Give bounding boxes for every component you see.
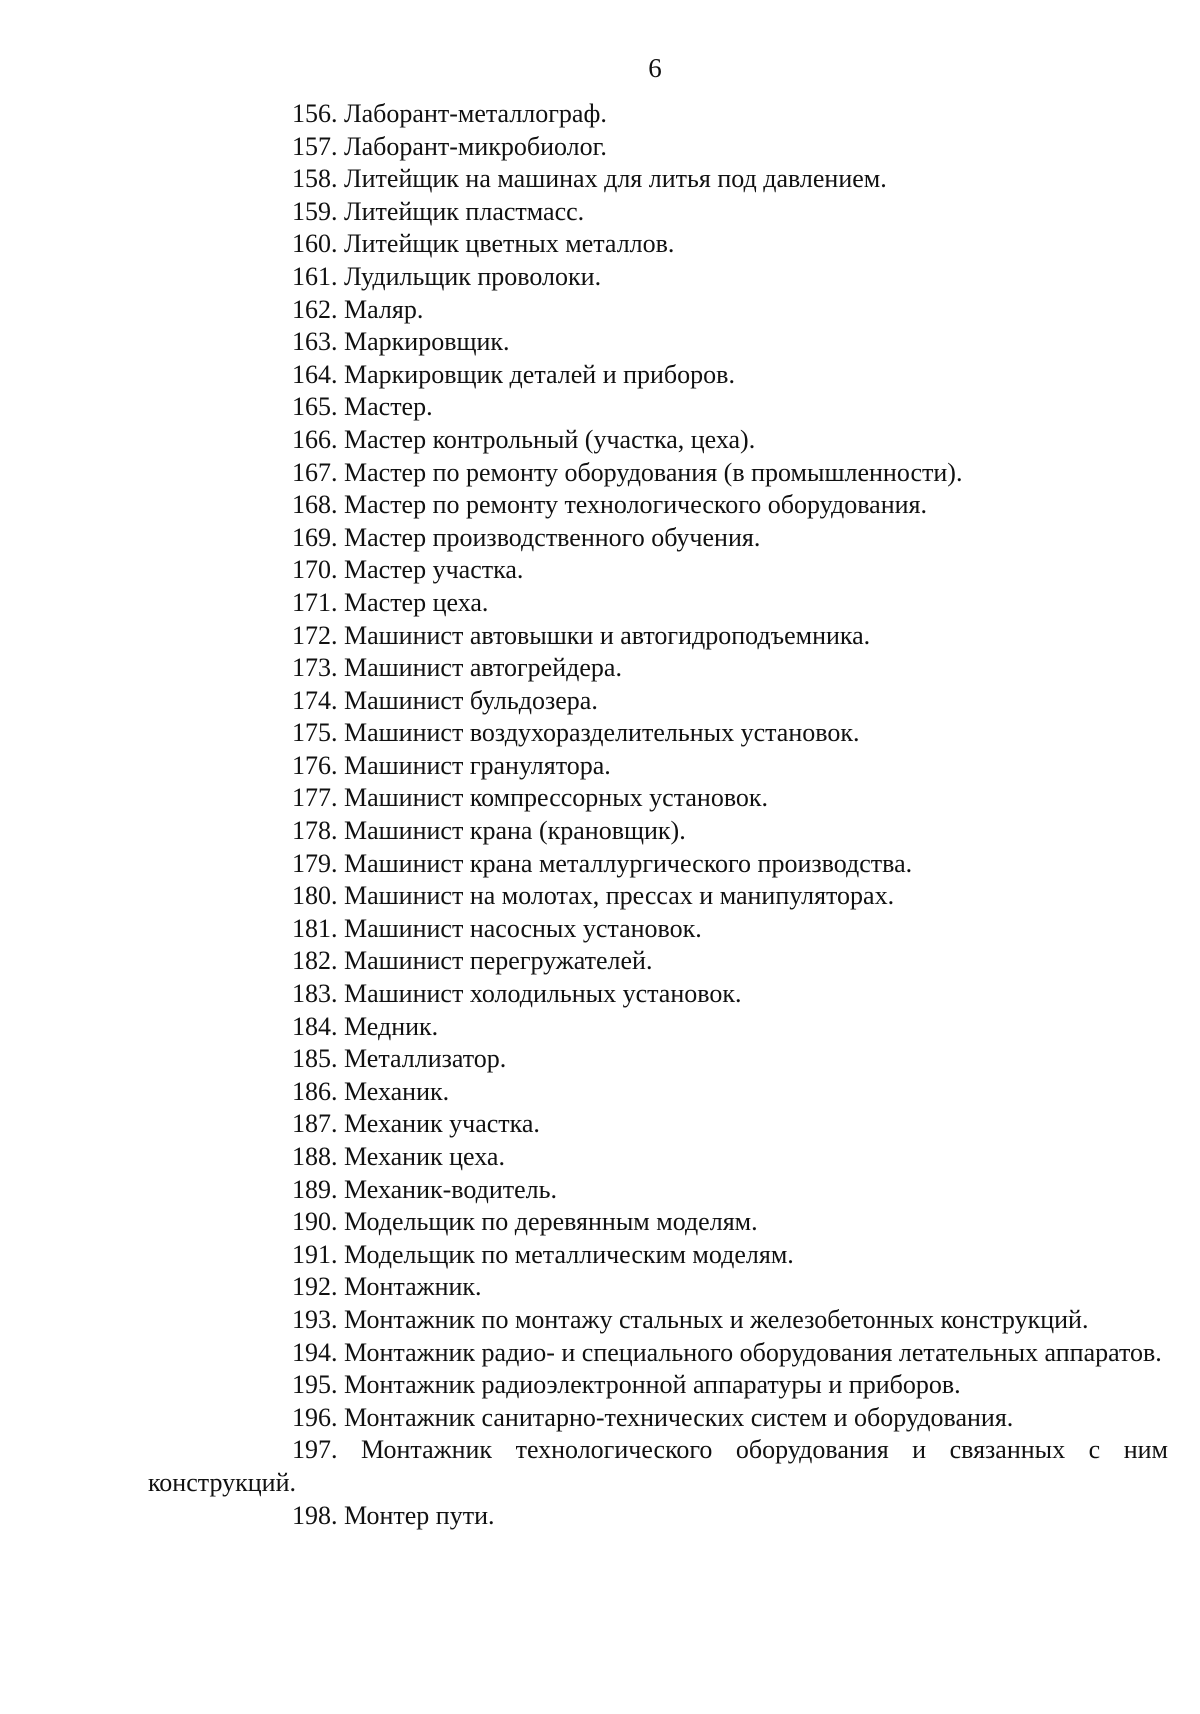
item-number: 156. bbox=[292, 99, 338, 128]
item-number: 176. bbox=[292, 750, 338, 780]
list-item bbox=[148, 587, 1168, 620]
list-item bbox=[148, 1239, 1168, 1272]
item-text: Машинист бульдозера. bbox=[344, 685, 598, 715]
list-item bbox=[148, 1108, 1168, 1141]
item-text: Лаборант-микробиолог. bbox=[344, 131, 607, 161]
list-item bbox=[148, 880, 1168, 913]
item-text: Модельщик по деревянным моделям. bbox=[344, 1207, 758, 1237]
item-number: 196. bbox=[292, 1402, 338, 1432]
item-number: 194. bbox=[292, 1337, 338, 1367]
list-item bbox=[148, 978, 1168, 1011]
list-item bbox=[148, 196, 1168, 229]
item-text: Мастер. bbox=[344, 392, 433, 422]
item-number: 184. bbox=[292, 1011, 338, 1041]
item-text: Металлизатор. bbox=[344, 1044, 507, 1074]
list-item bbox=[148, 945, 1168, 978]
item-number: 191. bbox=[292, 1239, 338, 1269]
item-number: 189. bbox=[292, 1174, 338, 1204]
list-item bbox=[148, 391, 1168, 424]
list-item bbox=[148, 294, 1168, 327]
list-item bbox=[148, 554, 1168, 587]
item-number: 193. bbox=[292, 1304, 338, 1334]
item-text: Машинист крана металлургического производства. bbox=[344, 848, 913, 878]
list-item bbox=[148, 848, 1168, 881]
list-item bbox=[148, 815, 1168, 848]
item-text: Литейщик на машинах для литья под давлением. bbox=[344, 164, 887, 194]
item-number: 161. bbox=[292, 261, 338, 291]
item-number: 190. bbox=[292, 1207, 338, 1237]
item-number: 197. bbox=[292, 1435, 338, 1465]
profession-list bbox=[148, 98, 1168, 1532]
item-text: Машинист крана (крановщик). bbox=[344, 816, 686, 846]
item-number: 171. bbox=[292, 587, 338, 617]
list-item bbox=[148, 685, 1168, 718]
item-text: Маркировщик. bbox=[344, 327, 510, 357]
item-number: 158. bbox=[292, 164, 338, 194]
item-number: 175. bbox=[292, 718, 338, 748]
item-text: Литейщик пластмасс. bbox=[344, 196, 585, 226]
item-number: 182. bbox=[292, 946, 338, 976]
item-text: Монтажник радиоэлектронной аппаратуры и приборов. bbox=[344, 1370, 961, 1400]
item-text: Лаборант-металлограф. bbox=[344, 99, 607, 128]
list-item bbox=[148, 1434, 1168, 1499]
item-text: Монтажник по монтажу стальных и железобетонных конструкций. bbox=[344, 1304, 1089, 1334]
item-number: 159. bbox=[292, 196, 338, 226]
item-text: Машинист гранулятора. bbox=[344, 750, 611, 780]
list-item bbox=[148, 1500, 1168, 1533]
item-number: 166. bbox=[292, 424, 338, 454]
item-text: Литейщик цветных металлов. bbox=[344, 229, 675, 259]
list-item bbox=[148, 782, 1168, 815]
item-text: Машинист на молотах, прессах и манипуляторах. bbox=[344, 881, 895, 911]
item-text: Механик. bbox=[344, 1076, 450, 1106]
item-text: Монтажник технологического оборудования и связанных с ним конструкций. bbox=[148, 1435, 1169, 1497]
item-text: Монтер пути. bbox=[344, 1500, 495, 1530]
item-number: 157. bbox=[292, 131, 338, 161]
list-item bbox=[148, 1369, 1168, 1402]
list-item bbox=[148, 1271, 1168, 1304]
list-item bbox=[148, 522, 1168, 555]
item-text: Машинист воздухоразделительных установок. bbox=[344, 718, 860, 748]
item-number: 186. bbox=[292, 1076, 338, 1106]
item-text: Мастер производственного обучения. bbox=[344, 522, 761, 552]
list-item bbox=[148, 326, 1168, 359]
item-number: 180. bbox=[292, 881, 338, 911]
list-item bbox=[148, 457, 1168, 490]
item-text: Механик-водитель. bbox=[344, 1174, 558, 1204]
item-text: Механик участка. bbox=[344, 1109, 540, 1139]
item-text: Монтажник. bbox=[344, 1272, 482, 1302]
item-text: Машинист компрессорных установок. bbox=[344, 783, 769, 813]
item-number: 178. bbox=[292, 816, 338, 846]
item-number: 187. bbox=[292, 1109, 338, 1139]
item-number: 169. bbox=[292, 522, 338, 552]
list-item bbox=[148, 1304, 1168, 1337]
item-number: 192. bbox=[292, 1272, 338, 1302]
list-item bbox=[148, 1011, 1168, 1044]
item-text: Медник. bbox=[344, 1011, 439, 1041]
item-number: 195. bbox=[292, 1370, 338, 1400]
item-number: 170. bbox=[292, 555, 338, 585]
list-item bbox=[148, 652, 1168, 685]
item-number: 181. bbox=[292, 913, 338, 943]
item-number: 168. bbox=[292, 490, 338, 520]
item-text: Маляр. bbox=[344, 294, 424, 324]
item-text: Монтажник санитарно-технических систем и оборудования. bbox=[344, 1402, 1014, 1432]
list-item bbox=[148, 1337, 1168, 1370]
item-text: Мастер по ремонту оборудования (в промышленности). bbox=[344, 457, 963, 487]
item-number: 183. bbox=[292, 979, 338, 1009]
list-item bbox=[148, 913, 1168, 946]
page-number: 6 bbox=[648, 53, 662, 83]
item-text: Маркировщик деталей и приборов. bbox=[344, 359, 735, 389]
item-number: 172. bbox=[292, 620, 338, 650]
list-item bbox=[148, 359, 1168, 392]
item-text: Машинист перегружателей. bbox=[344, 946, 653, 976]
list-item bbox=[148, 1174, 1168, 1207]
item-text: Мастер по ремонту технологического оборудования. bbox=[344, 490, 927, 520]
list-item bbox=[148, 1206, 1168, 1239]
item-text: Машинист автогрейдера. bbox=[344, 653, 622, 683]
list-item bbox=[148, 717, 1168, 750]
item-text: Монтажник радио- и специального оборудования летательных аппаратов. bbox=[344, 1337, 1162, 1367]
list-item bbox=[148, 489, 1168, 522]
item-number: 174. bbox=[292, 685, 338, 715]
item-number: 164. bbox=[292, 359, 338, 389]
item-text: Механик цеха. bbox=[344, 1142, 505, 1171]
item-number: 188. bbox=[292, 1142, 338, 1171]
item-text: Машинист автовышки и автогидроподъемника. bbox=[344, 620, 871, 650]
item-text: Машинист насосных установок. bbox=[344, 913, 702, 943]
list-item bbox=[148, 424, 1168, 457]
list-item bbox=[148, 261, 1168, 294]
item-text: Модельщик по металлическим моделям. bbox=[344, 1239, 794, 1269]
item-number: 163. bbox=[292, 327, 338, 357]
item-number: 177. bbox=[292, 783, 338, 813]
item-number: 185. bbox=[292, 1044, 338, 1074]
list-item bbox=[148, 1141, 1168, 1174]
item-text: Машинист холодильных установок. bbox=[344, 979, 742, 1009]
list-item bbox=[148, 620, 1168, 653]
item-text: Мастер цеха. bbox=[344, 587, 489, 617]
item-number: 173. bbox=[292, 653, 338, 683]
list-item bbox=[148, 163, 1168, 196]
list-item bbox=[148, 131, 1168, 164]
item-number: 179. bbox=[292, 848, 338, 878]
item-number: 165. bbox=[292, 392, 338, 422]
item-number: 198. bbox=[292, 1500, 338, 1530]
list-item bbox=[148, 1043, 1168, 1076]
item-text: Мастер участка. bbox=[344, 555, 524, 585]
item-text: Лудильщик проволоки. bbox=[344, 261, 602, 291]
list-item bbox=[148, 1402, 1168, 1435]
item-number: 160. bbox=[292, 229, 338, 259]
item-number: 162. bbox=[292, 294, 338, 324]
item-text: Мастер контрольный (участка, цеха). bbox=[344, 424, 756, 454]
list-item bbox=[148, 1076, 1168, 1109]
item-number: 167. bbox=[292, 457, 338, 487]
list-item bbox=[148, 228, 1168, 261]
list-item bbox=[148, 750, 1168, 783]
list-item bbox=[148, 98, 1168, 131]
